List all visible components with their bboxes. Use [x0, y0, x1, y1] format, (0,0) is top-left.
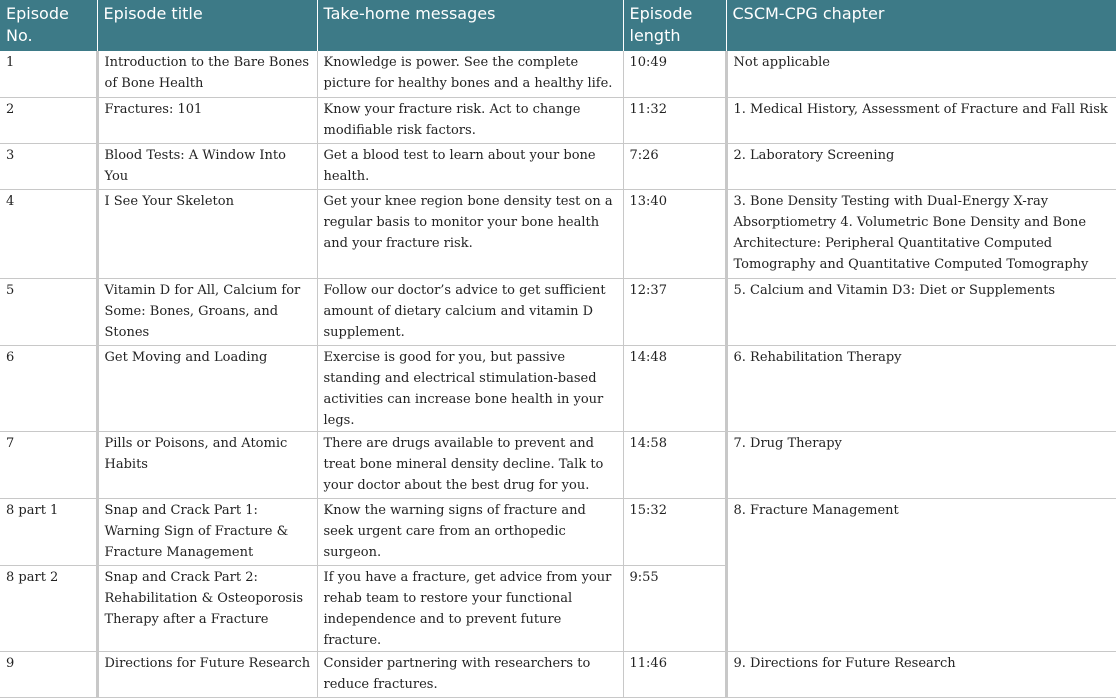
episode-length-cell: 11:46: [623, 651, 726, 697]
episode-title-cell: Pills or Poisons, and Atomic Habits: [97, 431, 317, 498]
episode-length-cell: 14:58: [623, 431, 726, 498]
episode-length-cell: 14:48: [623, 345, 726, 431]
episode-no-cell: 6: [0, 345, 97, 431]
take-home-message-cell: Knowledge is power. See the complete picture for healthy bones and a healthy life.: [317, 51, 623, 97]
table-row: [0, 143, 1116, 189]
chapter-cell: 3. Bone Density Testing with Dual-Energy X-ray Absorptiometry 4. Volumetric Bone Density and Bone Architecture: Peripheral Quantitative Computed Tomography and Quantitative Computed Tomography: [726, 189, 1116, 278]
table-header: [0, 0, 1116, 51]
table-row: [0, 97, 1116, 143]
chapter-cell: 1. Medical History, Assessment of Fracture and Fall Risk: [726, 97, 1116, 143]
episode-title-cell: Blood Tests: A Window Into You: [97, 143, 317, 189]
episode-length-cell: 11:32: [623, 97, 726, 143]
episode-length-cell: 12:37: [623, 278, 726, 345]
take-home-message-cell: There are drugs available to prevent and treat bone mineral density decline. Talk to your doctor about the best drug for you.: [317, 431, 623, 498]
chapter-cell: 7. Drug Therapy: [726, 431, 1116, 498]
chapter-cell: 9. Directions for Future Research: [726, 651, 1116, 697]
chapter-cell: 8. Fracture Management: [726, 498, 1116, 651]
table-row: [0, 345, 1116, 431]
header-episode-no: Episode No.: [0, 0, 97, 51]
episode-title-cell: Snap and Crack Part 1: Warning Sign of Fracture & Fracture Management: [97, 498, 317, 565]
episode-title-cell: Fractures: 101: [97, 97, 317, 143]
episode-title-cell: I See Your Skeleton: [97, 189, 317, 278]
table-body: [0, 51, 1116, 697]
episode-no-cell: 7: [0, 431, 97, 498]
table-row: [0, 189, 1116, 278]
episode-length-cell: 9:55: [623, 565, 726, 651]
episode-no-cell: 2: [0, 97, 97, 143]
table-row: [0, 651, 1116, 697]
table-row: [0, 498, 1116, 565]
take-home-message-cell: If you have a fracture, get advice from your rehab team to restore your functional independence and to prevent future fracture.: [317, 565, 623, 651]
header-row: [0, 0, 1116, 51]
chapter-cell: 5. Calcium and Vitamin D3: Diet or Supplements: [726, 278, 1116, 345]
header-episode-title: Episode title: [97, 0, 317, 51]
chapter-cell: 2. Laboratory Screening: [726, 143, 1116, 189]
episode-title-cell: Snap and Crack Part 2: Rehabilitation & Osteoporosis Therapy after a Fracture: [97, 565, 317, 651]
take-home-message-cell: Get a blood test to learn about your bone health.: [317, 143, 623, 189]
take-home-message-cell: Get your knee region bone density test on a regular basis to monitor your bone health and your fracture risk.: [317, 189, 623, 278]
header-cscm-cpg-chapter: CSCM-CPG chapter: [726, 0, 1116, 51]
take-home-message-cell: Follow our doctor’s advice to get sufficient amount of dietary calcium and vitamin D supplement.: [317, 278, 623, 345]
take-home-message-cell: Exercise is good for you, but passive standing and electrical stimulation-based activities can increase bone health in your legs.: [317, 345, 623, 431]
table-row: [0, 51, 1116, 97]
episode-length-cell: 10:49: [623, 51, 726, 97]
episode-no-cell: 5: [0, 278, 97, 345]
episode-length-cell: 7:26: [623, 143, 726, 189]
take-home-message-cell: Consider partnering with researchers to reduce fractures.: [317, 651, 623, 697]
table-row: [0, 431, 1116, 498]
episode-no-cell: 3: [0, 143, 97, 189]
table-row: [0, 278, 1116, 345]
take-home-message-cell: Know the warning signs of fracture and seek urgent care from an orthopedic surgeon.: [317, 498, 623, 565]
header-take-home-messages: Take-home messages: [317, 0, 623, 51]
episode-title-cell: Get Moving and Loading: [97, 345, 317, 431]
chapter-cell: Not applicable: [726, 51, 1116, 97]
take-home-message-cell: Know your fracture risk. Act to change modifiable risk factors.: [317, 97, 623, 143]
episode-length-cell: 15:32: [623, 498, 726, 565]
episode-no-cell: 9: [0, 651, 97, 697]
episode-title-cell: Introduction to the Bare Bones of Bone Health: [97, 51, 317, 97]
episode-length-cell: 13:40: [623, 189, 726, 278]
chapter-cell: 6. Rehabilitation Therapy: [726, 345, 1116, 431]
episode-no-cell: 1: [0, 51, 97, 97]
header-episode-length: Episode length: [623, 0, 726, 51]
episode-title-cell: Vitamin D for All, Calcium for Some: Bones, Groans, and Stones: [97, 278, 317, 345]
episode-no-cell: 4: [0, 189, 97, 278]
episode-title-cell: Directions for Future Research: [97, 651, 317, 697]
episode-no-cell: 8 part 1: [0, 498, 97, 565]
episode-no-cell: 8 part 2: [0, 565, 97, 651]
